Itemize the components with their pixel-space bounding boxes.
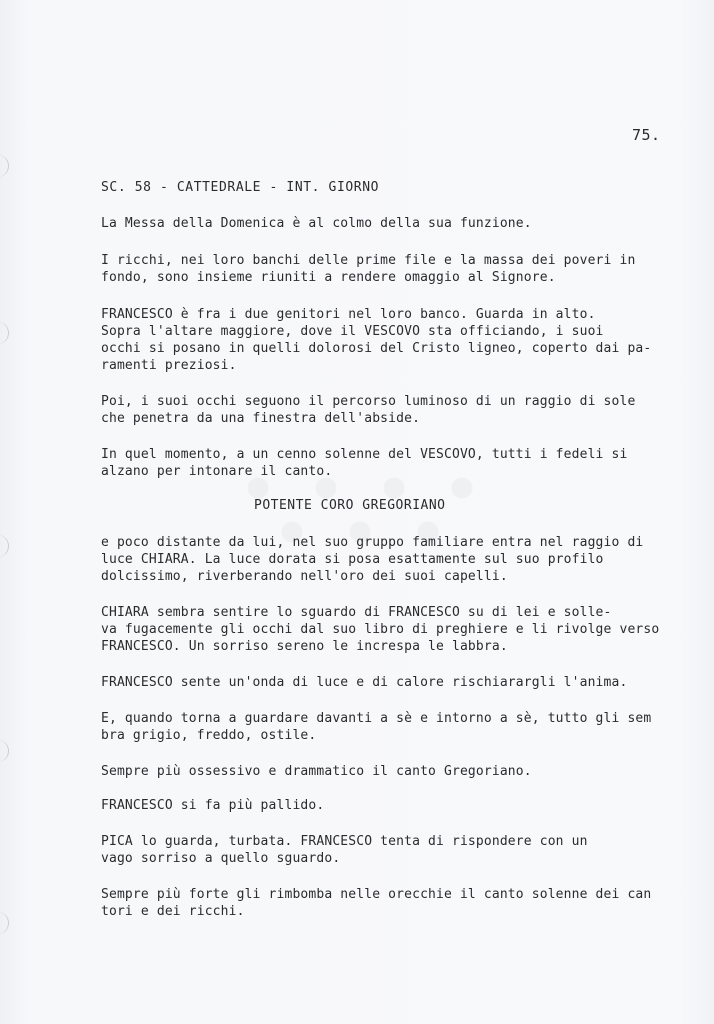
text-line: che penetra da una finestra dell'abside. (101, 411, 421, 426)
text-line: In quel momento, a un cenno solenne del VESCOVO, tutti i fedeli si (101, 447, 628, 462)
punch-hole-mark (0, 155, 9, 177)
text-line: FRANCESCO sente un'onda di luce e di calore rischiarargli l'anima. (101, 675, 628, 690)
text-line: alzano per intonare il canto. (101, 464, 333, 479)
text-line: FRANCESCO è fra i due genitori nel loro banco. Guarda in alto. (101, 307, 596, 322)
page-number: 75. (632, 126, 661, 144)
text-line: luce CHIARA. La luce dorata si posa esattamente sul suo profilo (101, 552, 604, 567)
sound-cue: POTENTE CORO GREGORIANO (254, 498, 446, 513)
text-line: e poco distante da lui, nel suo gruppo familiare entra nel raggio di (101, 535, 644, 550)
punch-hole-mark (0, 740, 9, 762)
punch-hole-mark (0, 912, 9, 934)
text-line: va fugacemente gli occhi dal suo libro di preghiere e li rivolge verso (101, 622, 660, 637)
text-line: FRANCESCO si fa più pallido. (101, 798, 325, 813)
text-line: Sopra l'altare maggiore, dove il VESCOVO sta officiando, i suoi (101, 324, 604, 339)
text-line: Poi, i suoi occhi seguono il percorso luminoso di un raggio di sole (101, 394, 636, 409)
text-line: E, quando torna a guardare davanti a sè e intorno a sè, tutto gli sem (101, 711, 652, 726)
scene-heading: SC. 58 - CATTEDRALE - INT. GIORNO (101, 180, 380, 195)
punch-hole-mark (0, 535, 9, 557)
text-line: I ricchi, nei loro banchi delle prime file e la massa dei poveri in (101, 253, 636, 268)
text-line: FRANCESCO. Un sorriso sereno le increspa le labbra. (101, 639, 508, 654)
text-line: PICA lo guarda, turbata. FRANCESCO tenta di rispondere con un (101, 834, 588, 849)
punch-hole-mark (0, 322, 9, 344)
text-line: Sempre più ossessivo e drammatico il canto Gregoriano. (101, 764, 532, 779)
text-line: vago sorriso a quello sguardo. (101, 851, 341, 866)
text-line: La Messa della Domenica è al colmo della sua funzione. (101, 216, 532, 231)
text-line: tori e dei ricchi. (101, 904, 245, 919)
text-line: ramenti preziosi. (101, 358, 237, 373)
text-line: dolcissimo, riverberando nell'oro dei suoi capelli. (101, 569, 508, 584)
text-line: CHIARA sembra sentire lo sguardo di FRANCESCO su di lei e solle- (101, 605, 612, 620)
text-line: bra grigio, freddo, ostile. (101, 728, 317, 743)
text-line: Sempre più forte gli rimbomba nelle orecchie il canto solenne dei can (101, 887, 652, 902)
text-line: occhi si posano in quelli dolorosi del Cristo ligneo, coperto dai pa- (101, 341, 652, 356)
text-line: fondo, sono insieme riuniti a rendere omaggio al Signore. (101, 270, 556, 285)
